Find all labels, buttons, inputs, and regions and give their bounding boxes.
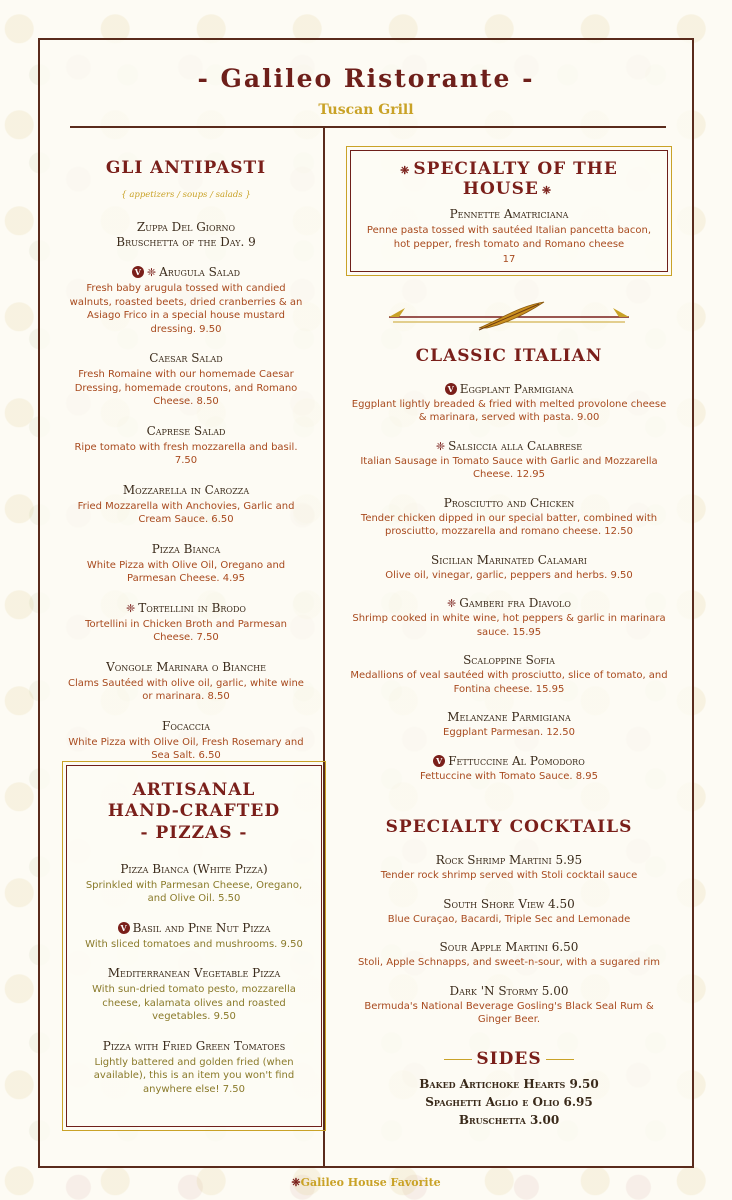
item-name: Eggplant Parmigiana [459,381,574,396]
item-desc: Bermuda's National Beverage Gosling's Black Seal Rum & Ginger Beer. [364,1000,654,1025]
cocktails-section [350,817,668,1027]
item-name: Arugula Salad [159,265,241,279]
item-name: Caprese Salad [146,423,226,438]
house-favorite-icon: ❈ [541,184,553,197]
antipasti-tagline: { appetizers / soups / salads } [121,190,251,200]
specialty-price: 17 [502,254,516,265]
item-desc: Eggplant lightly breaded & fried with melted provolone cheese & marinara, served with pasta. 9.00 [351,398,667,423]
item-desc: Lightly battered and golden fried (when available), this is an item you won't find anywhere else! 7.50 [93,1056,295,1095]
item-name: Sicilian Marinated Calamari [431,552,587,567]
item-desc: Tender rock shrimp served with Stoli cocktail sauce [380,870,638,881]
menu-item [350,754,668,784]
item-desc: Tender chicken dipped in our special batter, combined with prosciutto, mozzarella and romano cheese. 12.50 [360,512,658,537]
menu-item [350,853,668,883]
specialty-section [350,150,668,272]
restaurant-subtitle: Tuscan Grill [318,102,414,118]
menu-item [350,653,668,696]
item-name-row [350,382,668,397]
side-item: Baked Artichoke Hearts 9.50 [419,1076,599,1091]
side-item: Spaghetti Aglio e Olio 6.95 [425,1094,593,1109]
menu-item [350,940,668,970]
menu-item [350,439,668,482]
restaurant-title: - Galileo Ristorante - [197,64,535,93]
vegetarian-icon: V [445,383,457,395]
divider [546,1059,574,1060]
item-name: Caesar Salad [149,351,223,365]
pizzas-heading-line1: ARTISANAL [132,780,256,800]
right-column [350,150,668,1127]
item-desc: White Pizza with Olive Oil, Oregano and Parmesan Cheese. 4.95 [86,559,286,584]
item-name: Zuppa Del Giorno [136,220,236,234]
classic-heading: CLASSIC ITALIAN [415,345,603,366]
cocktails-heading: SPECIALTY COCKTAILS [385,817,633,837]
item-name: Basil and Pine Nut Pizza [132,920,271,935]
item-name: Pizza Bianca (White Pizza) [120,861,268,876]
vegetarian-icon: V [433,755,445,767]
item-name-row [66,265,306,280]
house-favorite-icon: ❈ [291,1176,301,1189]
item-desc: Sprinkled with Parmesan Cheese, Oregano, and Olive Oil. 5.50 [85,879,303,905]
item-desc: White Pizza with Olive Oil, Fresh Rosemary and Sea Salt. 6.50 [68,736,304,761]
item-name: Sour Apple Martini 6.50 [439,940,579,954]
feather-ornament [379,298,639,336]
menu-item [66,220,306,250]
pizzas-heading-line2: HAND-CRAFTED [107,801,281,822]
menu-item [350,596,668,639]
item-desc: With sliced tomatoes and mushrooms. 9.50 [85,938,303,950]
menu-item [350,553,668,583]
item-desc: With sun-dried tomato pesto, mozzarella cheese, kalamata olives and roasted vegetables. 9.50 [92,984,296,1023]
sides-section [350,1049,668,1127]
house-favorite-icon: ❈ [400,164,411,177]
house-favorite-icon: ❈ [126,601,136,615]
item-desc: Fried Mozzarella with Anchovies, Garlic and Cream Sauce. 6.50 [77,500,295,525]
menu-item [66,483,306,527]
side-item: Bruschetta 3.00 [458,1112,560,1127]
sides-heading: SIDES [476,1048,542,1069]
item-name: Vongole Marinara o Bianche [106,659,266,674]
item-name-row [77,921,311,936]
divider [444,1059,472,1060]
item-name: Dark 'N Stormy 5.00 [449,983,569,998]
item-name-row [350,596,668,611]
footer-note-row [0,1176,732,1189]
item-desc: Ripe tomato with fresh mozzarella and basil. 7.50 [74,441,298,466]
item-name: Tortellini in Brodo [138,600,246,615]
menu-item [66,351,306,409]
item-desc: Fresh Romaine with our homemade Caesar Dressing, homemade croutons, and Romano Cheese. 8.50 [74,369,298,407]
sides-heading-row [350,1049,668,1069]
antipasti-section [66,158,306,763]
menu-item [350,897,668,927]
footer-note: Galileo House Favorite [300,1176,441,1189]
item-desc: Stoli, Apple Schnapps, and sweet-n-sour, with a sugared rim [357,957,661,968]
pizzas-section [66,765,322,1127]
menu-item [350,984,668,1027]
menu-item [66,719,306,763]
item-desc: Olive oil, vinegar, garlic, peppers and herbs. 9.50 [385,569,633,581]
item-name: Mozzarella in Carozza [122,482,250,497]
item-name-row [350,439,668,454]
item-name: Gamberi fra Diavolo [459,596,571,610]
menu-item [66,265,306,336]
item-desc: Blue Curaçao, Bacardi, Triple Sec and Lemonade [387,913,631,925]
item-desc: Clams Sautéed with olive oil, garlic, white wine or marinara. 8.50 [68,677,304,702]
specialty-name: Pennette Amatriciana [449,207,569,221]
item-name: Salsiccia alla Calabrese [448,438,583,453]
item-name: Rock Shrimp Martini 5.95 [435,853,583,867]
item-name: Fettuccine Al Pomodoro [448,753,585,768]
pizzas-heading-line3: - PIZZAS - [140,822,248,843]
menu-item [350,382,668,425]
title-rule [70,126,666,128]
item-desc: Fettuccine with Tomato Sauce. 8.95 [419,770,599,782]
menu-item [350,496,668,539]
house-favorite-icon: ❈ [146,266,157,279]
item-desc: Fresh baby arugula tossed with candied walnuts, roasted beets, dried cranberries & an Asiago Frico in a special house mustard dressing. 9.50 [69,283,303,335]
menu-item [77,1039,311,1097]
menu-item [66,601,306,645]
item-desc: Italian Sausage in Tomato Sauce with Garlic and Mozzarella Cheese. 12.95 [360,455,658,480]
item-name: Mediterranean Vegetable Pizza [107,966,281,981]
specialty-heading-row [359,159,659,199]
item-name: Bruschetta of the Day. 9 [116,235,256,249]
item-name: Focaccia [162,718,210,733]
column-divider [323,126,325,1166]
item-name: Pizza Bianca [151,541,221,556]
item-name: Melanzane Parmigiana [447,710,571,724]
menu-item [77,966,311,1024]
classic-section [350,346,668,784]
house-favorite-icon: ❈ [447,597,457,610]
specialty-heading: SPECIALTY OF THE HOUSE [413,159,618,199]
item-desc: Medallions of veal sautéed with prosciutto, slice of tomato, and Fontina cheese. 15.95 [350,670,668,695]
vegetarian-icon: V [132,266,144,278]
menu-item [77,921,311,952]
house-favorite-icon: ❈ [435,439,446,453]
feather-icon [379,298,639,336]
menu-item [66,660,306,704]
menu-item [66,424,306,468]
item-desc: Eggplant Parmesan. 12.50 [443,727,575,738]
vegetarian-icon: V [118,922,130,934]
item-name: Prosciutto and Chicken [443,495,575,510]
item-name-row [66,601,306,616]
menu-item [350,710,668,740]
item-desc: Tortellini in Chicken Broth and Parmesan Cheese. 7.50 [85,618,287,643]
menu-item [77,862,311,906]
item-name: Scaloppine Sofia [463,653,555,667]
item-name: South Shore View 4.50 [443,896,575,911]
specialty-desc: Penne pasta tossed with sautéed Italian pancetta bacon, hot pepper, fresh tomato and Romano cheese [366,225,652,250]
item-name: Pizza with Fried Green Tomatoes [102,1038,286,1053]
menu-item [66,542,306,586]
item-desc: Shrimp cooked in white wine, hot peppers & garlic in marinara sauce. 15.95 [352,613,666,638]
item-name-row [350,754,668,769]
antipasti-heading: GLI ANTIPASTI [105,158,267,178]
